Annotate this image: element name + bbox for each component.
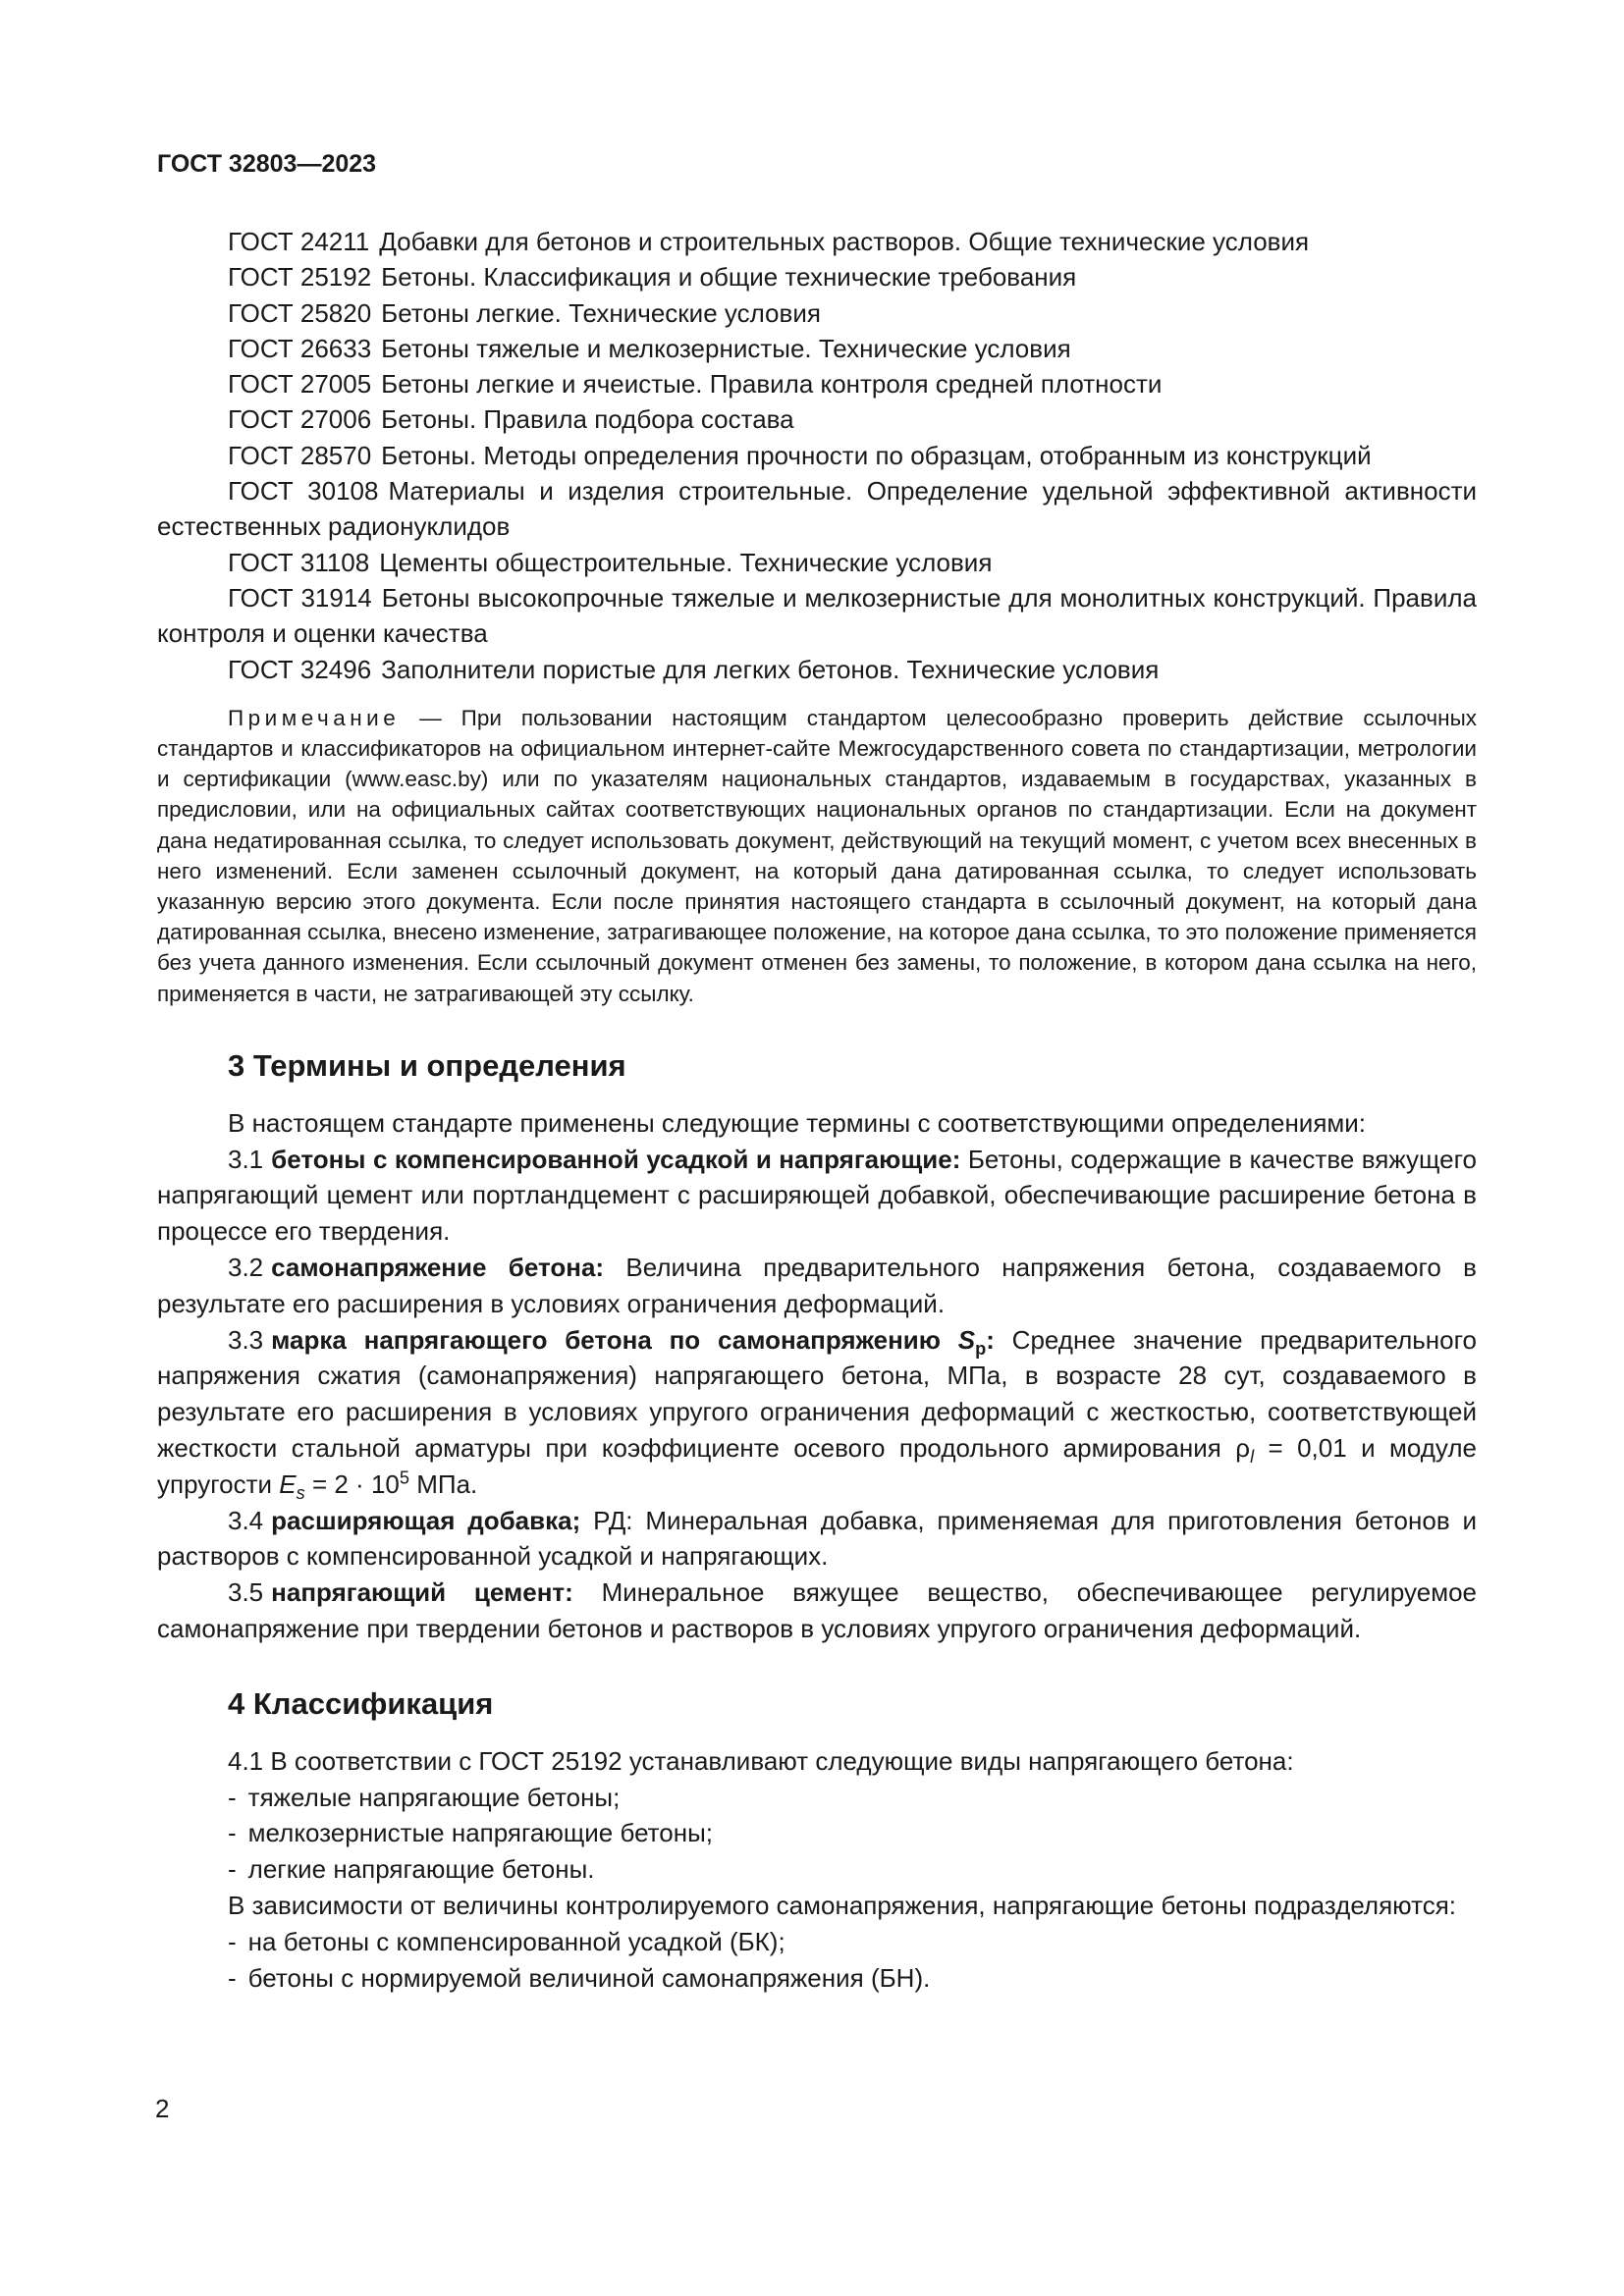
symbol-e: E [279, 1468, 297, 1499]
reference-code: ГОСТ 28570 [228, 440, 372, 470]
reference-item [157, 259, 1477, 294]
term-number: 3.2 [228, 1253, 264, 1283]
symbol-e-subscript: s [296, 1483, 305, 1504]
clause-4-1: 4.1 В соответствии с ГОСТ 25192 устанавливают следующие виды напрягающего бетона: [228, 1745, 1294, 1776]
symbol-rho: ρ [1235, 1433, 1251, 1464]
reference-title: Бетоны легкие. Технические условия [381, 297, 821, 328]
reference-title: Материалы и изделия строительные. Определение удельной эффективной активности естественных радионуклидов [157, 476, 1478, 542]
term-3-2 [157, 1250, 1477, 1322]
reference-title: Заполнители пористые для легких бетонов. Технические условия [381, 654, 1160, 684]
reference-item [157, 295, 1477, 331]
section-3-intro: В настоящем стандарте применены следующие термины с соответствующими определениями: [228, 1107, 1367, 1138]
symbol-s: S [957, 1324, 976, 1355]
reference-item [157, 366, 1477, 401]
page-number: 2 [155, 2094, 170, 2123]
term-number: 3.4 [228, 1505, 264, 1535]
term-name: марка напрягающего бетона по самонапряжению [271, 1324, 941, 1355]
term-3-4 [157, 1503, 1477, 1575]
reference-title: Добавки для бетонов и строительных растворов. Общие технические условия [379, 227, 1310, 256]
reference-code: ГОСТ 24211 [228, 227, 370, 256]
list-item [157, 1851, 1477, 1888]
reference-code: ГОСТ 32496 [228, 654, 372, 684]
list-dash: - [228, 1818, 237, 1848]
reference-title: Цементы общестроительные. Технические условия [379, 547, 993, 577]
reference-title: Бетоны. Правила подбора состава [381, 404, 794, 435]
list-dash: - [228, 1962, 237, 1993]
list-dash: - [228, 1782, 237, 1812]
reference-code: ГОСТ 27005 [228, 369, 372, 400]
term-3-5 [157, 1575, 1477, 1647]
term-definition: Бетоны, содержащие в качестве вяжущего напрягающий цемент или портландцемент с расширяющей добавкой, обеспечивающие расширение бетона в процессе его твердения. [157, 1144, 1477, 1247]
symbol-rho-subscript: l [1250, 1447, 1255, 1468]
note-label: Примечание [228, 705, 401, 730]
term-name: напрягающий цемент: [271, 1577, 573, 1608]
normative-references-list [157, 224, 1477, 687]
list-item-text: бетоны с нормируемой величиной самонапряжения (БН). [247, 1962, 931, 1993]
reference-title: Бетоны. Классификация и общие технические требования [381, 262, 1077, 293]
section-3-heading: 3 Термины и определения [228, 1047, 626, 1083]
reference-code: ГОСТ 27006 [228, 404, 372, 435]
reference-code: ГОСТ 25820 [228, 297, 372, 328]
term-name: бетоны с компенсированной усадкой и напрягающие: [271, 1144, 961, 1174]
reference-code: ГОСТ 25192 [228, 262, 372, 293]
reference-item [157, 473, 1477, 545]
reference-item [157, 545, 1477, 580]
symbol-s-subscript: p [975, 1338, 987, 1359]
term-number: 3.5 [228, 1577, 264, 1608]
list-item-text: тяжелые напрягающие бетоны; [247, 1782, 621, 1812]
term-definition-part1: Среднее значение предварительного напряжения сжатия (самонапряжения) напрягающего бетона, МПа, в возрасте 28 сут, создаваемого в результате его расширения в условиях упругого ограничения деформаций с жесткостью, соответствующей жесткости стальной арматуры при коэффициенте осевого продольного армирования [157, 1324, 1477, 1464]
subdivision-paragraph: В зависимости от величины контролируемого самонапряжения, напрягающие бетоны подразделяются: [228, 1891, 1457, 1921]
reference-title: Бетоны. Методы определения прочности по образцам, отобранным из конструкций [381, 440, 1372, 470]
list-item [157, 1924, 1477, 1960]
reference-item [157, 652, 1477, 687]
reference-item [157, 331, 1477, 366]
term-number: 3.1 [228, 1144, 264, 1174]
term-name: самонапряжение бетона: [271, 1253, 605, 1283]
term-definition-part3: = 2 · 10 [311, 1468, 400, 1499]
document-header: ГОСТ 32803—2023 [157, 150, 377, 178]
term-3-3 [157, 1322, 1477, 1503]
reference-item [157, 224, 1477, 259]
term-definition-part2: = 0,01 и модуле упругости [157, 1433, 1477, 1499]
reference-code: ГОСТ 31914 [228, 582, 372, 613]
list-dash: - [228, 1854, 237, 1885]
section-4-heading: 4 Классификация [228, 1685, 494, 1721]
term-name: расширяющая добавка; [271, 1505, 581, 1535]
reference-code: ГОСТ 31108 [228, 547, 370, 577]
term-definition-part4: МПа. [416, 1468, 478, 1499]
term-colon: : [986, 1324, 995, 1355]
page-content [157, 147, 1477, 1996]
term-definition: Величина предварительного напряжения бетона, создаваемого в результате его расширения в условиях ограничения деформаций. [157, 1253, 1477, 1318]
term-definition: Минеральное вяжущее вещество, обеспечивающее регулируемое самонапряжение при твердении бетонов и растворов в условиях упругого ограничения деформаций. [157, 1577, 1477, 1644]
note-paragraph [157, 703, 1477, 1009]
reference-title: Бетоны высокопрочные тяжелые и мелкозернистые для монолитных конструкций. Правила контроля и оценки качества [157, 582, 1477, 649]
list-dash: - [228, 1926, 237, 1956]
reference-code: ГОСТ 30108 [228, 476, 379, 507]
reference-item [157, 580, 1477, 652]
list-item [157, 1815, 1477, 1851]
list-item [157, 1780, 1477, 1816]
reference-item [157, 401, 1477, 437]
list-item [157, 1960, 1477, 1997]
list-item-text: легкие напрягающие бетоны. [247, 1854, 595, 1885]
reference-title: Бетоны легкие и ячеистые. Правила контроля средней плотности [381, 369, 1163, 400]
term-number: 3.3 [228, 1324, 264, 1355]
power-superscript: 5 [399, 1468, 409, 1488]
note-text: — При пользовании настоящим стандартом целесообразно проверить действие ссылочных стандартов и классификаторов на официальном интернет-сайте Межгосударственного совета по стандартизации, метрологии и сертификации (www.easc.by) или по указателям национальных стандартов, издаваемым в государствах, указанных в предисловии, или на официальных сайтах соответствующих национальных органов по стандартизации. Если на документ дана недатированная ссылка, то следует использовать документ, действующий на текущий момент, с учетом всех внесенных в него изменений. Если заменен ссылочный документ, на который дана датированная ссылка, то следует использовать указанную версию этого документа. Если после принятия настоящего стандарта в ссылочный документ, на который дана датированная ссылка, внесено изменение, затрагивающее положение, на которое дана ссылка, то это положение применяется без учета данного изменения. Если ссылочный документ отменен без замены, то положение, в котором дана ссылка на него, применяется в части, не затрагивающей эту ссылку. [157, 705, 1477, 1006]
reference-code: ГОСТ 26633 [228, 333, 372, 363]
reference-item [157, 438, 1477, 473]
term-definition: РД: Минеральная добавка, применяемая для приготовления бетонов и растворов с компенсированной усадкой и напрягающих. [157, 1505, 1477, 1572]
reference-title: Бетоны тяжелые и мелкозернистые. Технические условия [381, 333, 1071, 363]
list-item-text: на бетоны с компенсированной усадкой (БК); [247, 1926, 785, 1956]
term-3-1 [157, 1142, 1477, 1250]
list-item-text: мелкозернистые напрягающие бетоны; [247, 1818, 714, 1848]
